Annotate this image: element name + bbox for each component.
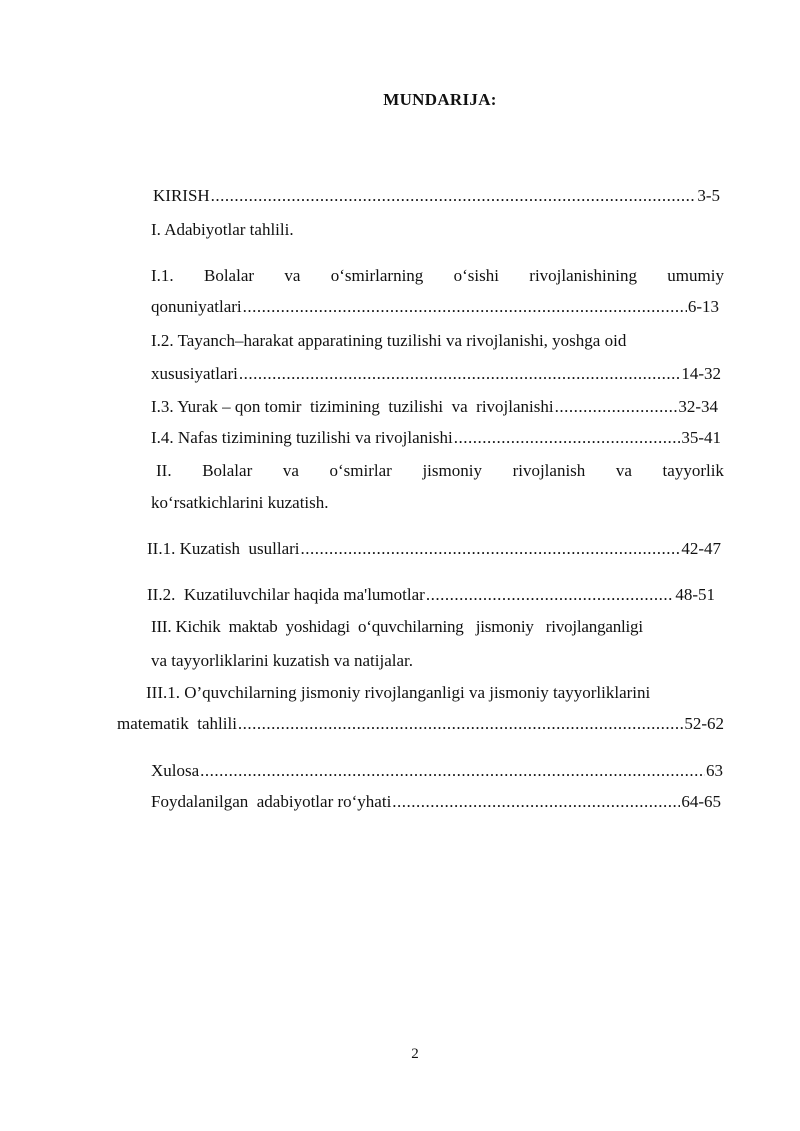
toc-pages: 63: [706, 761, 723, 780]
toc-entry-xulosa: [151, 761, 723, 781]
toc-entry-kirish: [153, 186, 720, 206]
word: umumiy: [667, 266, 724, 285]
toc-label: KIRISH: [153, 186, 210, 205]
page-title: MUNDARIJA:: [383, 90, 497, 109]
toc-pages: 48-51: [675, 585, 715, 604]
toc-label: II.2. Kuzatiluvchilar haqida ma'lumotlar: [147, 585, 425, 604]
toc-entry-2-2: [147, 585, 715, 605]
dot-leader: [301, 539, 681, 559]
word: va: [282, 461, 299, 480]
toc-entry-1-2-line2: [151, 364, 721, 384]
toc-label: II.1. Kuzatish usullari: [147, 539, 300, 558]
dot-leader: [392, 792, 680, 812]
toc-pages: 32-34: [678, 397, 718, 416]
toc-pages: 64-65: [681, 792, 721, 811]
toc-label: qonuniyatlari: [151, 297, 242, 316]
toc-entry-1-1-line2: [151, 297, 719, 317]
dot-leader: [211, 186, 697, 206]
toc-pages: 6-13: [687, 297, 719, 316]
dot-leader: [555, 397, 678, 417]
toc-pages: 42-47: [681, 539, 721, 558]
toc-label: I.4. Nafas tizimining tuzilishi va rivojlanishi: [151, 428, 453, 447]
word: rivojlanish: [512, 461, 586, 480]
toc-label: Foydalanilgan adabiyotlar ro‘yhati: [151, 792, 392, 811]
toc-label: I.3. Yurak – qon tomir tizimining tuzilishi va rivojlanishi: [151, 397, 554, 416]
dot-leader: [426, 585, 675, 605]
toc-entry-1-3: [151, 397, 718, 417]
toc-entry-1-1-line1: [151, 266, 724, 286]
word: va: [284, 266, 301, 285]
toc-entry-3-1-line2: [117, 714, 724, 734]
toc-label: Xulosa: [151, 761, 200, 780]
toc-label: matematik tahlili: [117, 714, 237, 733]
word: I.1.: [151, 266, 174, 285]
toc-pages: 52-62: [684, 714, 724, 733]
word: II.: [156, 461, 172, 480]
toc-pages: 35-41: [681, 428, 721, 447]
toc-pages: 3-5: [697, 186, 720, 205]
dot-leader: [454, 428, 681, 448]
toc-entry-3-1-line1: III.1. O’quvchilarning jismoniy rivojlanganligi va jismoniy tayyorliklarini: [146, 683, 651, 702]
toc-pages: 14-32: [681, 364, 721, 383]
dot-leader: [239, 364, 680, 384]
word: o‘smirlar: [329, 461, 392, 480]
dot-leader: [243, 297, 687, 317]
word: jismoniy: [422, 461, 482, 480]
toc-entry-2-1: [147, 539, 721, 559]
dot-leader: [200, 761, 705, 781]
dot-leader: [238, 714, 683, 734]
chapter-heading-2-line2: ko‘rsatkichlarini kuzatish.: [151, 493, 329, 512]
toc-label: xususiyatlari: [151, 364, 238, 383]
word: Bolalar: [202, 461, 253, 480]
chapter-heading-1: I. Adabiyotlar tahlili.: [151, 220, 294, 239]
word: tayyorlik: [662, 461, 724, 480]
word: o‘sishi: [453, 266, 499, 285]
toc-entry-1-4: [151, 428, 721, 448]
toc-entry-1-2-line1: I.2. Tayanch–harakat apparatining tuzilishi va rivojlanishi, yoshga oid: [151, 331, 627, 350]
word: rivojlanishining: [529, 266, 637, 285]
chapter-heading-2-line1: [156, 461, 724, 481]
chapter-heading-3-line2: va tayyorliklarini kuzatish va natijalar.: [151, 651, 413, 670]
page-number: 2: [411, 1046, 419, 1062]
word: o‘smirlarning: [330, 266, 424, 285]
chapter-heading-3-line1: III. Kichik maktab yoshidagi o‘quvchilarning jismoniy rivojlanganligi: [151, 617, 643, 636]
word: Bolalar: [204, 266, 255, 285]
word: va: [615, 461, 632, 480]
toc-entry-references: [151, 792, 721, 812]
